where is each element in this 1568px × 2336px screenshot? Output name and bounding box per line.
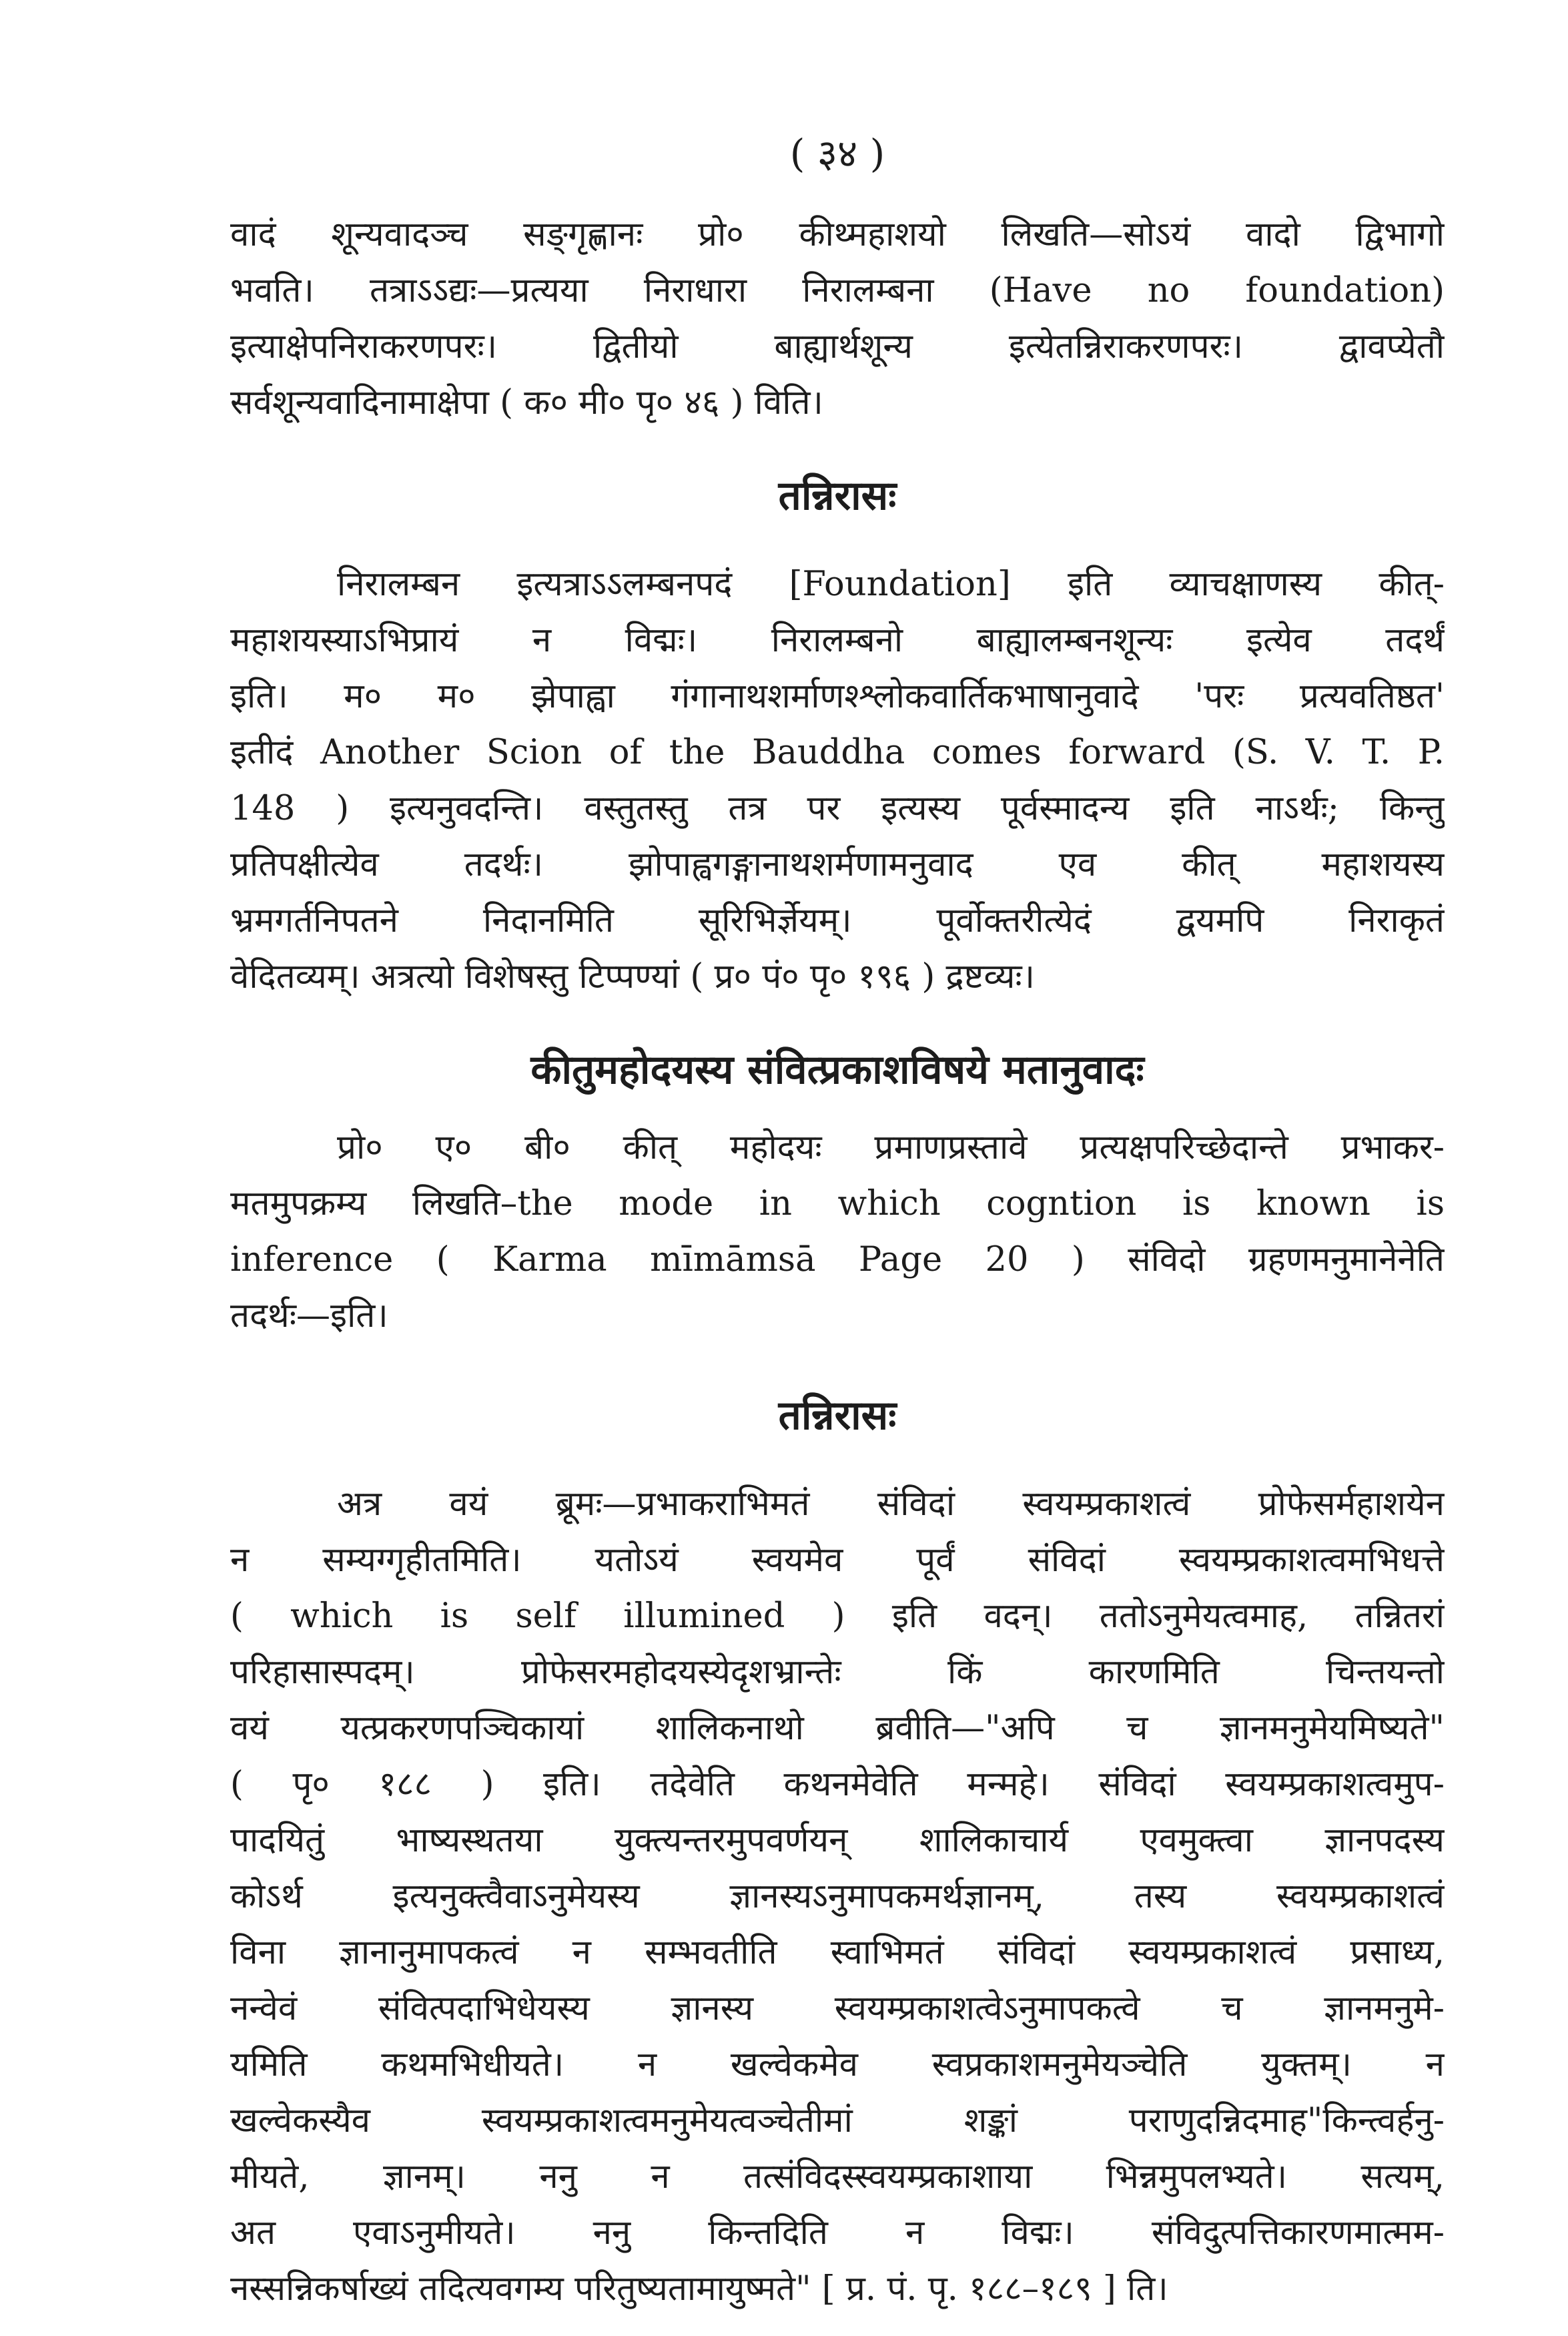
text-line: मतमुपक्रम्य लिखति–the mode in which cogntion is known is [230,1184,1445,1223]
paragraph-refutation-1 [230,557,1445,1005]
text-line: परिहासास्पदम्। प्रोफेसरमहोदयस्येदृशभ्रान्तेः किं कारणमिति चिन्तयन्तो [230,1653,1445,1692]
text-line: खल्वेकस्यैव स्वयम्प्रकाशत्वमनुमेयत्वञ्चेतीमां शङ्कां पराणुदन्निदमाह"किन्त्वर्हनु- [230,2101,1445,2140]
text-line: नस्सन्निकर्षाख्यं तदित्यवगम्य परितुष्यतामायुष्मते" [ प्र. पं. पृ. १८८–१८९ ] ति। [230,2269,1168,2309]
text-line: वयं यत्प्रकरणपञ्चिकायां शालिकनाथो ब्रवीति—"अपि च ज्ञानमनुमेयमिष्यते" [230,1709,1445,1748]
paragraph-intro [230,207,1445,431]
text-line: inference ( Karma mīmāmsā Page 20 ) संविदो ग्रहणमनुमानेनेति [230,1240,1445,1279]
text-line: महाशयस्याऽभिप्रायं न विद्मः। निरालम्बनो बाह्यालम्बनशून्यः इत्येव तदर्थं [230,621,1445,660]
text-line: नन्वेवं संवित्पदाभिधेयस्य ज्ञानस्य स्वयम्प्रकाशत्वेऽनुमापकत्वे च ज्ञानमनुमे- [230,1989,1445,2028]
text-line: निरालम्बन इत्यत्राऽऽलम्बनपदं [Foundation] इति व्याचक्षाणस्य कीत्- [337,565,1445,604]
section-heading: तन्निरासः [778,1392,897,1439]
text-line: ( which is self illumined ) इति वदन्। ततोऽनुमेयत्वमाह, तन्नितरां [230,1596,1445,1636]
text-line: प्रतिपक्षीत्येव तदर्थः। झोपाह्वगङ्गानाथशर्मणामनुवाद एव कीत् महाशयस्य [230,845,1445,884]
text-line: वादं शून्यवादञ्च सङ्गृह्णानः प्रो० कीथ्महाशयो लिखति—सोऽयं वादो द्विभागो [230,215,1445,254]
text-line: सर्वशून्यवादिनामाक्षेपा ( क० मी० पृ० ४६ ) विति। [230,383,823,422]
text-line: मीयते, ज्ञानम्। ननु न तत्संविदस्स्वयम्प्रकाशाया भिन्नमुपलभ्यते। सत्यम्, [230,2157,1445,2197]
text-line: 148 ) इत्यनुवदन्ति। वस्तुतस्तु तत्र पर इत्यस्य पूर्वस्मादन्य इति नाऽर्थः; किन्तु [230,789,1445,828]
text-line: तदर्थः—इति। [230,1296,388,1336]
page-number: ( ३४ ) [789,131,885,176]
text-line: कोऽर्थ इत्यनुक्त्वैवाऽनुमेयस्य ज्ञानस्यऽनुमापकमर्थज्ञानम्, तस्य स्वयम्प्रकाशत्वं [230,1877,1445,1916]
text-line: भ्रमगर्तनिपतने निदानमिति सूरिभिर्ज्ञेयम्। पूर्वोक्तरीत्येदं द्वयमपि निराकृतं [230,901,1445,940]
text-line: इत्याक्षेपनिराकरणपरः। द्वितीयो बाह्यार्थशून्य इत्येतन्निराकरणपरः। द्वावप्येतौ [230,327,1445,366]
text-line: वेदितव्यम्। अत्रत्यो विशेषस्तु टिप्पण्यां ( प्र० पं० पृ० १९६ ) द्रष्टव्यः। [230,957,1035,996]
text-line: ( पृ० १८८ ) इति। तदेवेति कथनमेवेति मन्महे। संविदां स्वयम्प्रकाशत्वमुप- [230,1765,1445,1804]
paragraph-keith-view [230,1120,1445,1344]
text-line: प्रो० ए० बी० कीत् महोदयः प्रमाणप्रस्तावे प्रत्यक्षपरिच्छेदान्ते प्रभाकर- [337,1128,1445,1167]
text-line: न सम्यग्गृहीतमिति। यतोऽयं स्वयमेव पूर्वं संविदां स्वयम्प्रकाशत्वमभिधत्ते [230,1540,1445,1580]
text-line: अत एवाऽनुमीयते। ननु किन्तदिति न विद्मः। संविदुत्पत्तिकारणमात्मम- [230,2213,1445,2253]
text-line: यमिति कथमभिधीयते। न खल्वेकमेव स्वप्रकाशमनुमेयञ्चेति युक्तम्। न [230,2045,1445,2084]
text-line: इति। म० म० झेपाह्वा गंगानाथशर्माणश्श्लोकवार्तिकभाषानुवादे 'परः प्रत्यवतिष्ठत' [230,677,1445,716]
section-heading: कीतुमहोदयस्य संवित्प्रकाशविषये मतानुवादः [530,1047,1144,1093]
text-line: विना ज्ञानानुमापकत्वं न सम्भवतीति स्वाभिमतं संविदां स्वयम्प्रकाशत्वं प्रसाध्य, [230,1933,1445,1972]
book-page [230,127,1445,2309]
text-line: इतीदं Another Scion of the Bauddha comes forward (S. V. T. P. [230,733,1445,772]
text-line: पादयितुं भाष्यस्थतया युक्त्यन्तरमुपवर्णयन् शालिकाचार्य एवमुक्त्वा ज्ञानपदस्य [230,1821,1445,1860]
section-heading: तन्निरासः [778,473,897,519]
paragraph-refutation-2 [230,1476,1445,2317]
text-line: अत्र वयं ब्रूमः—प्रभाकराभिमतं संविदां स्वयम्प्रकाशत्वं प्रोफेसर्महाशयेन [337,1484,1445,1524]
text-line: भवति। तत्राऽऽद्यः—प्रत्यया निराधारा निरालम्बना (Have no foundation) [230,271,1445,310]
